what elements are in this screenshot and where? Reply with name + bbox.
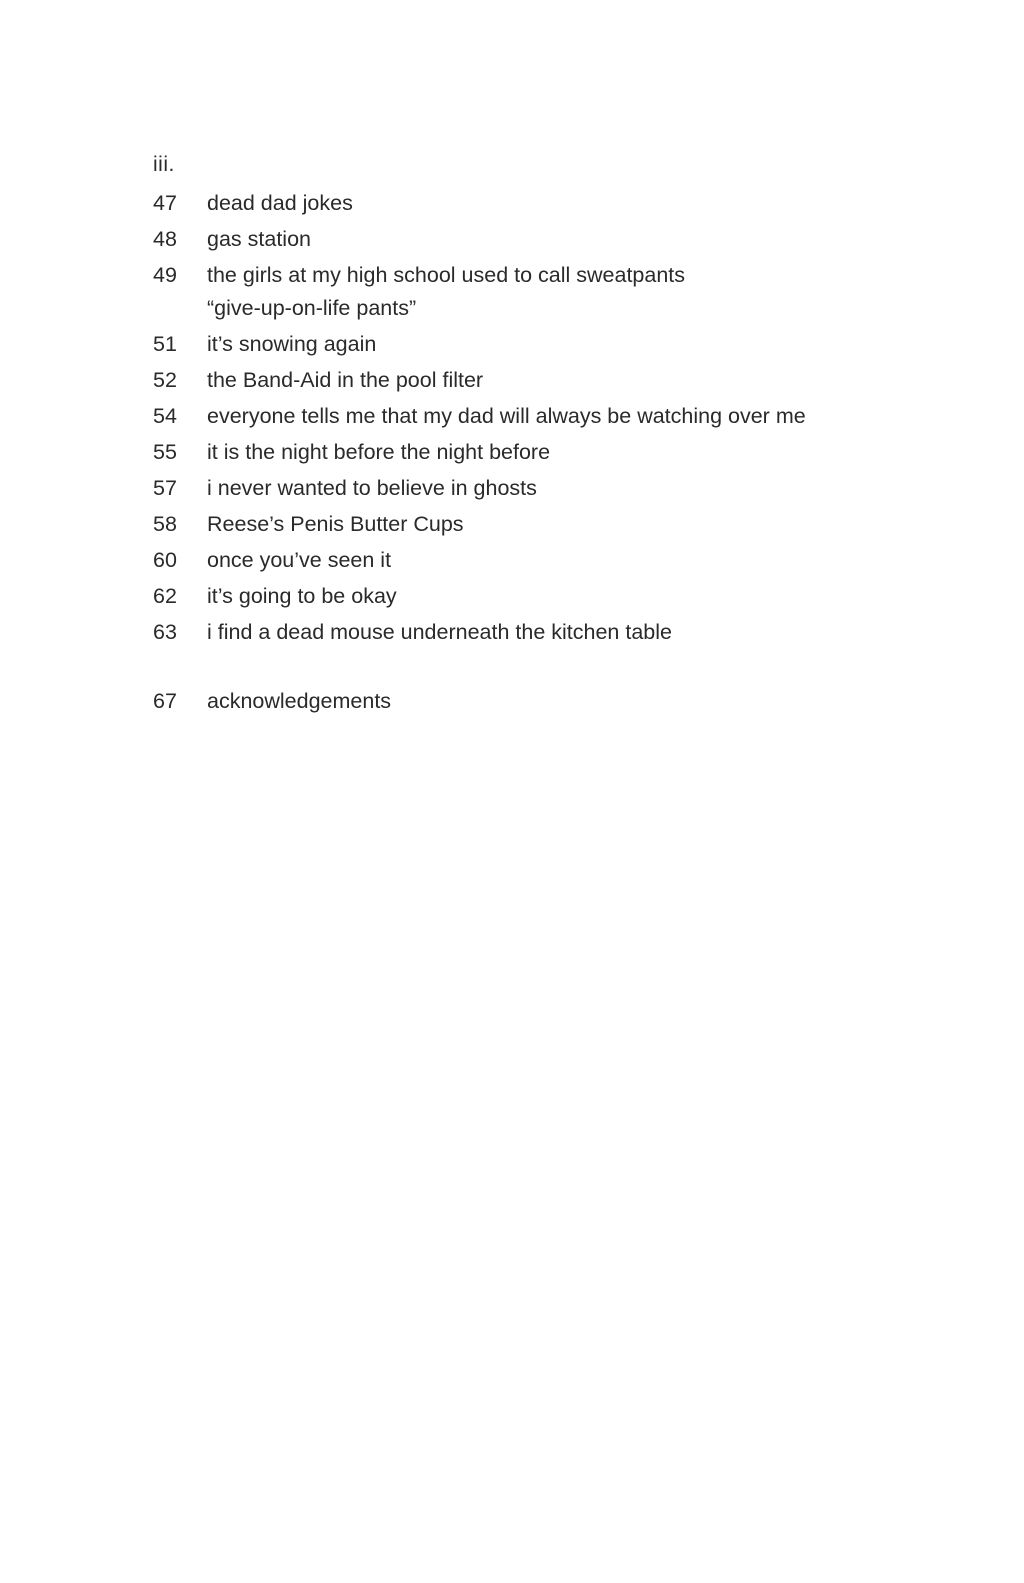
toc-entry bbox=[153, 223, 913, 256]
page-number: 48 bbox=[153, 227, 177, 251]
page-number: 51 bbox=[153, 332, 177, 356]
page-number: 47 bbox=[153, 191, 177, 215]
toc-entry bbox=[153, 259, 913, 325]
section-heading: iii. bbox=[153, 153, 175, 176]
entry-title: it is the night before the night before bbox=[207, 440, 551, 464]
toc-entry bbox=[153, 508, 913, 541]
page-number: 57 bbox=[153, 476, 177, 500]
toc-entry bbox=[153, 364, 913, 397]
toc-entry bbox=[153, 328, 913, 361]
page-number: 58 bbox=[153, 512, 177, 536]
toc-entry bbox=[153, 472, 913, 505]
entry-title: i find a dead mouse underneath the kitchen table bbox=[207, 620, 672, 644]
table-of-contents bbox=[153, 150, 913, 721]
page-number: 62 bbox=[153, 584, 177, 608]
entry-title: gas station bbox=[207, 227, 311, 251]
entry-title bbox=[207, 259, 913, 325]
entry-title: everyone tells me that my dad will always be watching over me bbox=[207, 404, 806, 428]
page-number: 55 bbox=[153, 440, 177, 464]
page-number: 52 bbox=[153, 368, 177, 392]
page-number: 49 bbox=[153, 263, 177, 287]
entry-title: i never wanted to believe in ghosts bbox=[207, 476, 537, 500]
entry-title: acknowledgements bbox=[207, 689, 392, 713]
entry-title: dead dad jokes bbox=[207, 191, 353, 215]
toc-entry bbox=[153, 580, 913, 613]
page-number: 63 bbox=[153, 620, 177, 644]
entry-title-line-1: the girls at my high school used to call sweatpants bbox=[207, 263, 686, 287]
toc-entry bbox=[153, 400, 913, 433]
entry-title: it’s going to be okay bbox=[207, 584, 397, 608]
page-number: 67 bbox=[153, 689, 177, 713]
toc-entry bbox=[153, 544, 913, 577]
toc-entry-acknowledgements bbox=[153, 685, 913, 718]
toc-entry bbox=[153, 616, 913, 649]
page-number: 54 bbox=[153, 404, 177, 428]
entry-title: Reese’s Penis Butter Cups bbox=[207, 512, 464, 536]
page-number: 60 bbox=[153, 548, 177, 572]
toc-entry bbox=[153, 436, 913, 469]
entry-title-line-2: “give-up-on-life pants” bbox=[207, 296, 417, 320]
entry-title: the Band-Aid in the pool filter bbox=[207, 368, 484, 392]
entry-title: it’s snowing again bbox=[207, 332, 377, 356]
toc-entry bbox=[153, 187, 913, 220]
entry-title: once you’ve seen it bbox=[207, 548, 392, 572]
